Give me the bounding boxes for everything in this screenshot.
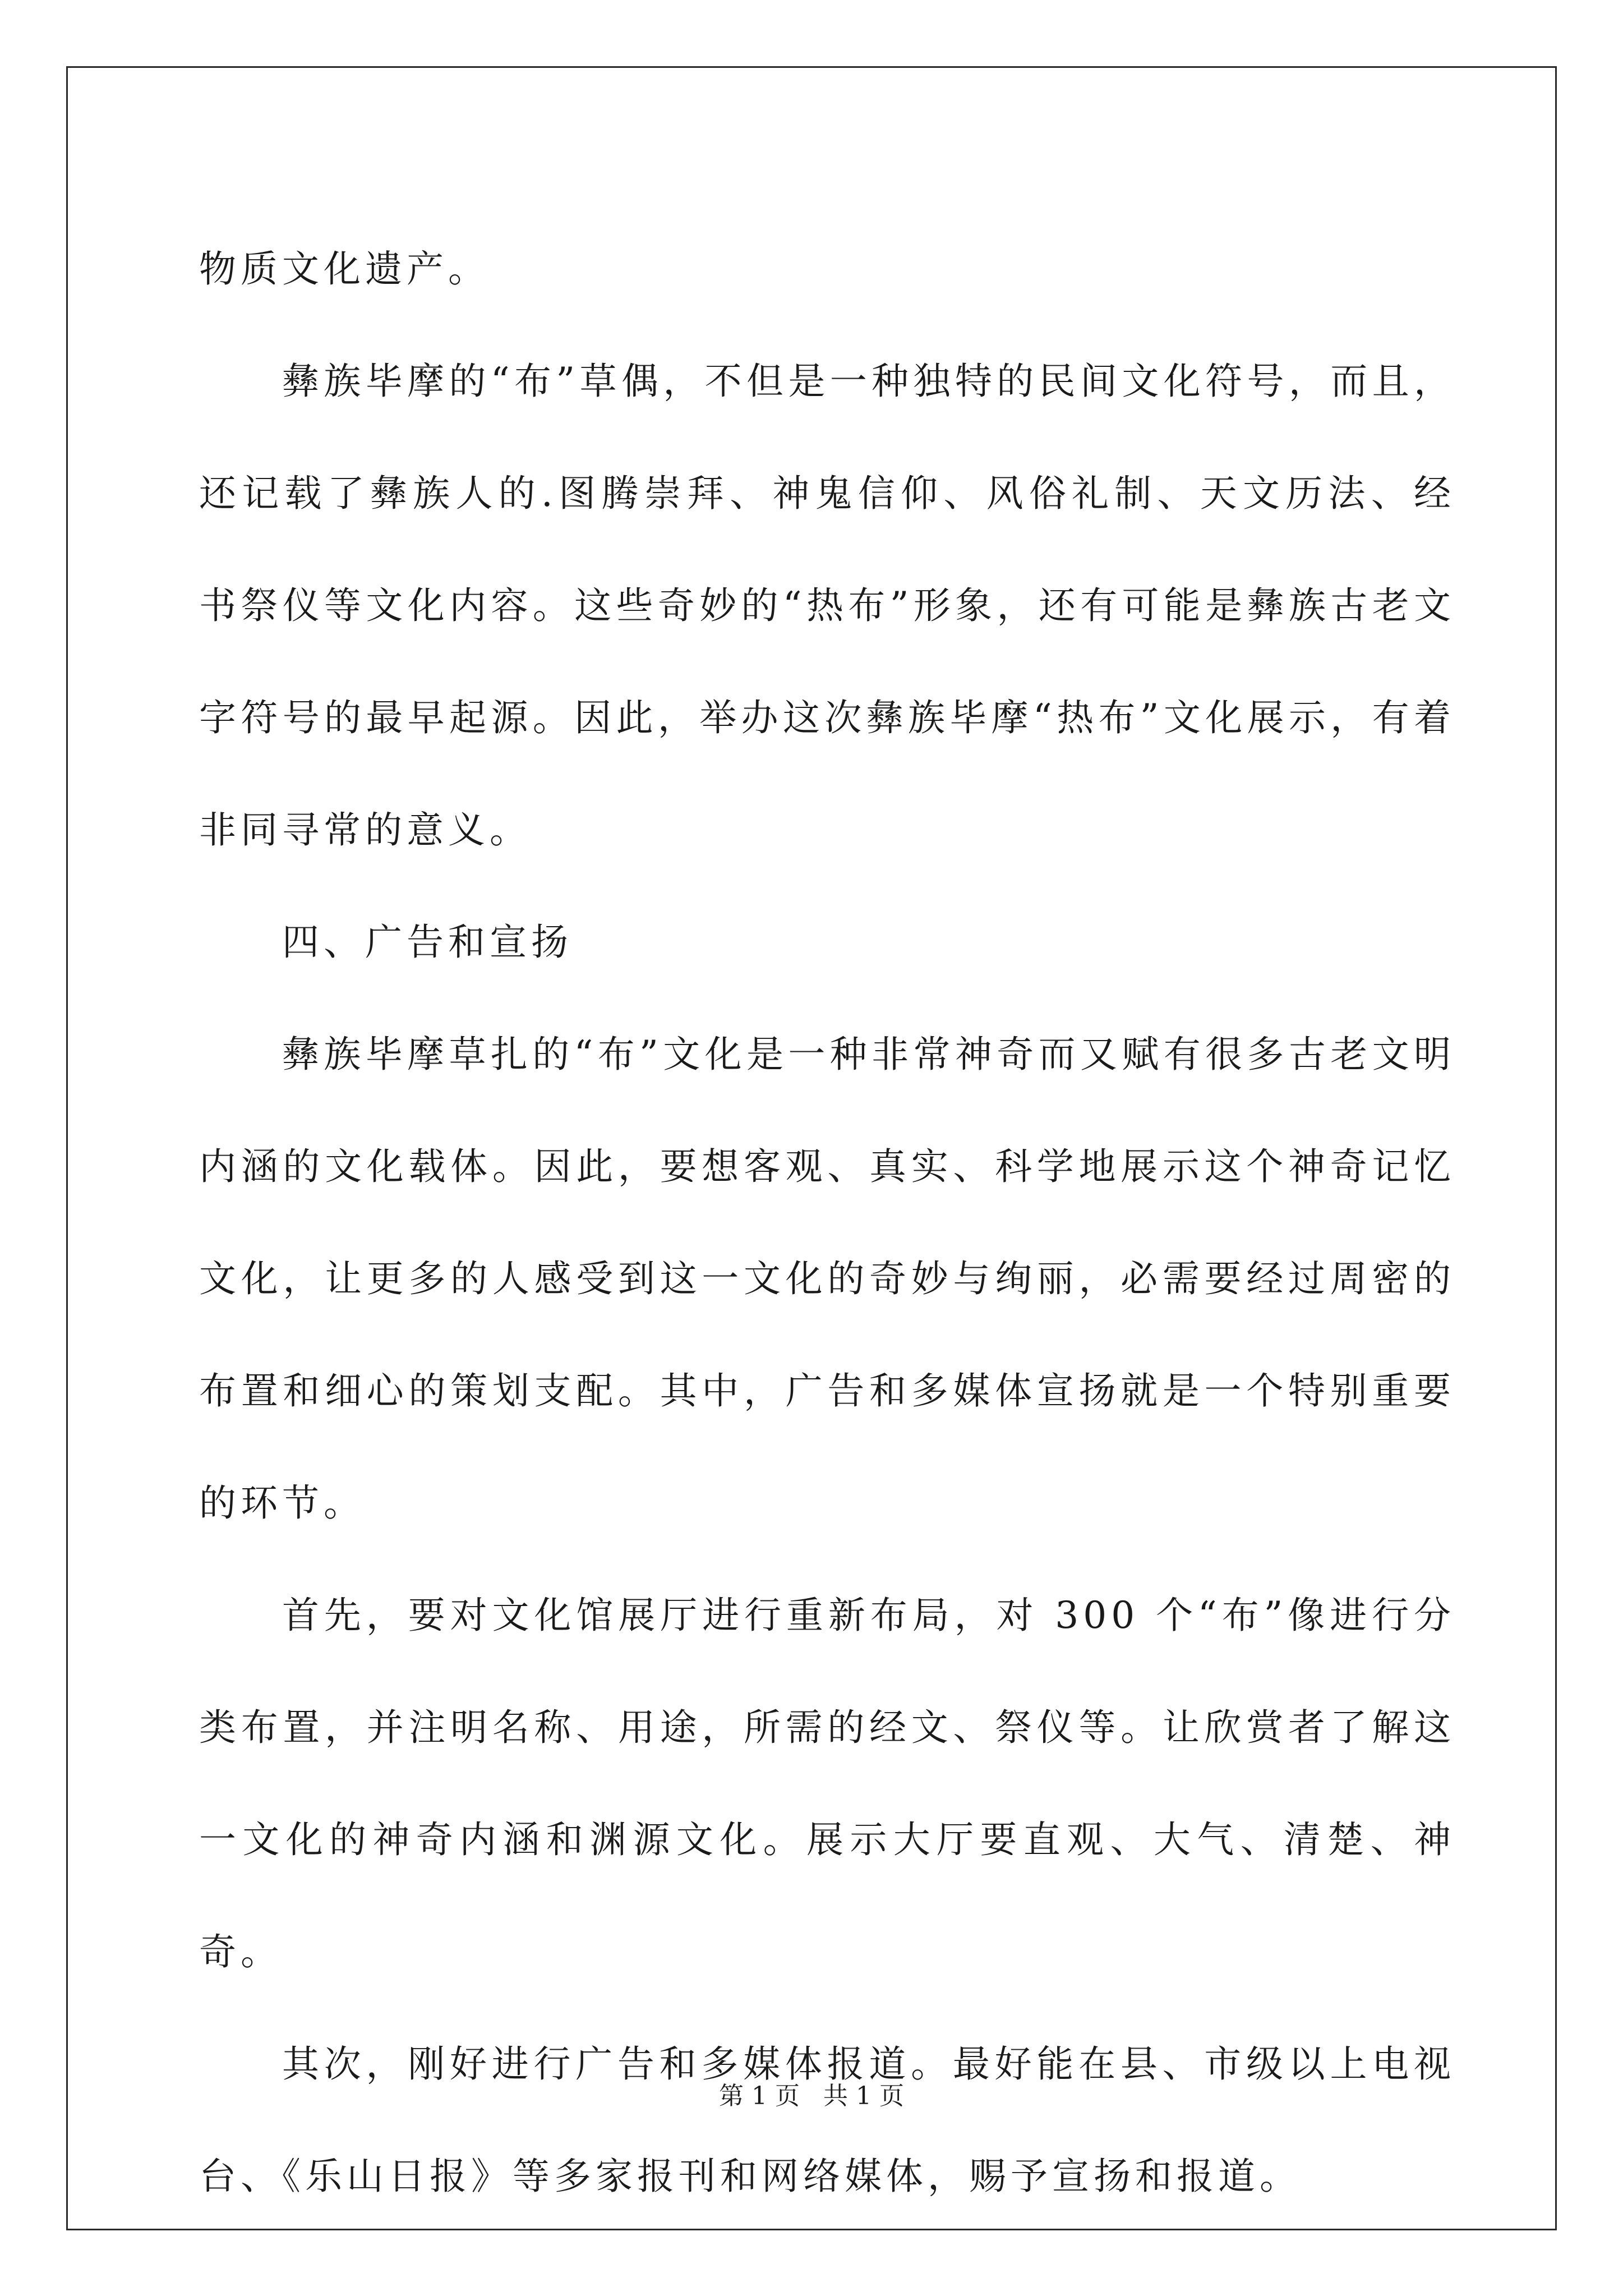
paragraph-2: 彝族毕摩的“布”草偶，不但是一种独特的民间文化符号，而且，还记载了彝族人的.图腾崇拜、神鬼信仰、风俗礼制、天文历法、经书祭仪等文化内容。这些奇妙的“热布”形象，还有可能是彝族古老文字符号的最早起源。因此，举办这次彝族毕摩“热布”文化展示，有着非同寻常的意义。 (199, 360, 1455, 852)
page-footer (0, 2076, 1623, 2111)
document-body (199, 213, 1455, 2233)
paragraph-5: 其次，刚好进行广告和多媒体报道。最好能在县、市级以上电视台、《乐山日报》等多家报刊和网络媒体，赐予宣扬和报道。 (199, 2042, 1455, 2198)
paragraph-3: 彝族毕摩草扎的“布”文化是一种非常神奇而又赋有很多古老文明内涵的文化载体。因此，要想客观、真实、科学地展示这个神奇记忆文化，让更多的人感受到这一文化的奇妙与绚丽，必需要经过周密的布置和细心的策划支配。其中，广告和多媒体宣扬就是一个特别重要的环节。 (199, 1033, 1455, 1525)
page-total: 共 1 页 (823, 2082, 904, 2110)
paragraph-1: 物质文化遗产。 (199, 247, 490, 291)
paragraph-4: 首先，要对文化馆展厅进行重新布局，对 300 个“布”像进行分类布置，并注明名称、用途，所需的经文、祭仪等。让欣赏者了解这一文化的神奇内涵和渊源文化。展示大厅要直观、大气、清楚、神奇。 (199, 1594, 1455, 1973)
section-heading: 四、广告和宣扬 (282, 921, 573, 964)
page-number: 第 1 页 (719, 2082, 800, 2110)
